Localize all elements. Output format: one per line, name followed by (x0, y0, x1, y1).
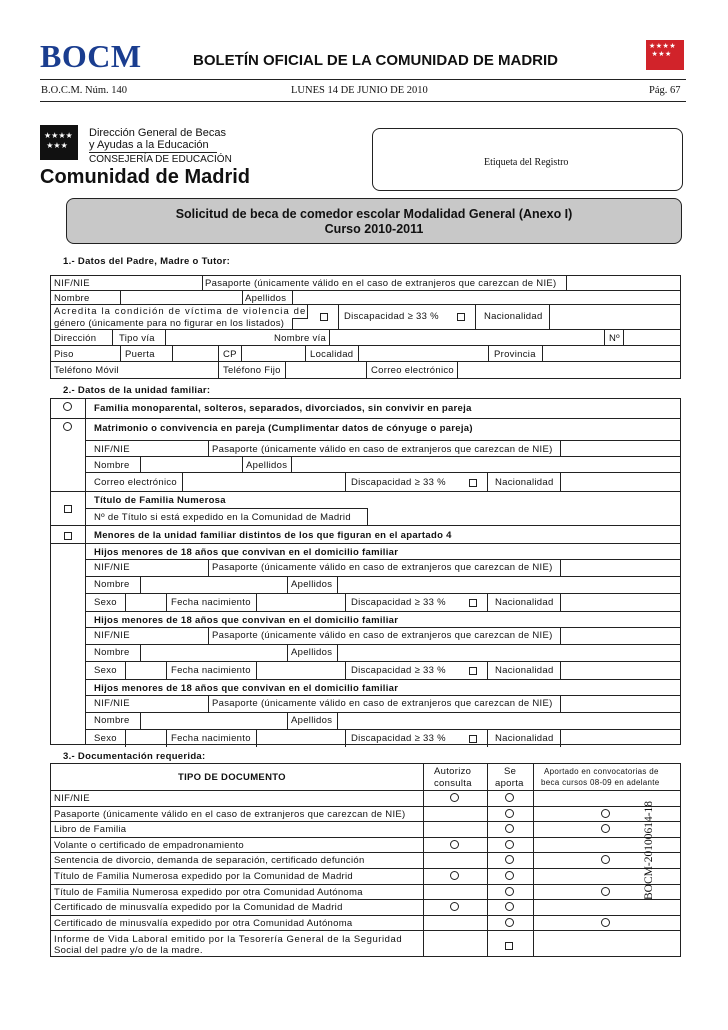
issue-number: B.O.C.M. Núm. 140 (41, 85, 128, 96)
s2-child3-nacionalidad-label: Nacionalidad (495, 733, 554, 744)
s2-spouse-correo-label: Correo electrónico (94, 477, 178, 488)
comunidad-madrid-emblem: ★★★★ ★★★ (40, 125, 78, 160)
s3-doc-row-6: Título de Familia Numerosa expedido por la Comunidad de Madrid (54, 871, 353, 882)
form-title-line2: Curso 2010-2011 (324, 222, 424, 236)
s3-row8-aporta-radio[interactable] (505, 902, 514, 911)
s2-spouse-correo-input[interactable] (183, 473, 344, 490)
s2-child2-sexo-input[interactable] (126, 662, 165, 678)
s2-child2-nacionalidad-label: Nacionalidad (495, 665, 554, 676)
s2-child2-apellidos-label: Apellidos (291, 647, 333, 658)
s2-num-titulo-input[interactable] (368, 509, 680, 524)
s3-doc-row-7: Título de Familia Numerosa expedido por otra Comunidad Autónoma (54, 887, 363, 898)
s3-doc-row-3: Libro de Familia (54, 824, 127, 835)
issue-date: LUNES 14 DE JUNIO DE 2010 (291, 85, 428, 96)
s2-familia-numerosa-checkbox[interactable] (64, 505, 72, 513)
s2-child1-apellidos-label: Apellidos (291, 579, 333, 590)
s3-row5-aporta-radio[interactable] (505, 855, 514, 864)
s2-spouse-nif-input[interactable] (140, 441, 206, 455)
s2-child2-discapacidad-checkbox[interactable] (469, 667, 477, 675)
s1-numero-label: Nº (609, 333, 620, 344)
s2-child3-discapacidad-checkbox[interactable] (469, 735, 477, 743)
s1-discapacidad-label: Discapacidad ≥ 33 % (344, 311, 439, 322)
s1-tipo-via-label: Tipo vía (119, 333, 155, 344)
s3-doc-row-5: Sentencia de divorcio, demanda de separación, certificado defunción (54, 855, 365, 866)
s2-child3-nacionalidad-input[interactable] (561, 730, 680, 746)
s3-row6-autorizo-radio[interactable] (450, 871, 459, 880)
s2-child1-sexo-label: Sexo (94, 597, 117, 608)
s2-titulo-fn-label: Título de Familia Numerosa (94, 495, 226, 506)
s3-row8-autorizo-radio[interactable] (450, 902, 459, 911)
s2-matrimonio-radio[interactable] (63, 422, 72, 431)
s1-localidad-label: Localidad (310, 349, 354, 360)
s1-nacionalidad-input[interactable] (550, 305, 680, 328)
bulletin-title: BOLETÍN OFICIAL DE LA COMUNIDAD DE MADRID (193, 52, 558, 69)
s1-nombre-via-input[interactable] (330, 330, 603, 344)
s2-child3-fecha-label: Fecha nacimiento (171, 733, 251, 744)
s2-child2-discapacidad-label: Discapacidad ≥ 33 % (351, 665, 446, 676)
s1-correo-label: Correo electrónico (371, 365, 455, 376)
section1-heading: 1.- Datos del Padre, Madre o Tutor: (63, 256, 231, 267)
s3-row2-aporta-radio[interactable] (505, 809, 514, 818)
dg-becas-line2: y Ayudas a la Educación (89, 139, 209, 151)
s2-spouse-apellidos-input[interactable] (292, 457, 680, 471)
s2-child1-nif-label: NIF/NIE (94, 562, 130, 573)
s2-spouse-nombre-input[interactable] (141, 457, 241, 471)
s1-provincia-input[interactable] (543, 346, 680, 360)
s3-row7-aporta-radio[interactable] (505, 887, 514, 896)
s2-child2-passport-label: Pasaporte (únicamente válido en caso de extranjeros que carezcan de NIE) (212, 630, 553, 641)
s2-spouse-discapacidad-label: Discapacidad ≥ 33 % (351, 477, 446, 488)
dg-becas-line1: Dirección General de Becas (89, 127, 226, 139)
s2-spouse-nacionalidad-label: Nacionalidad (495, 477, 554, 488)
s2-spouse-nif-label: NIF/NIE (94, 444, 130, 455)
s2-monoparental-label: Familia monoparental, solteros, separados, divorciados, sin convivir en pareja (94, 403, 472, 414)
bocm-logo: BOCM (40, 38, 142, 74)
s2-child2-nombre-label: Nombre (94, 647, 130, 658)
s1-localidad-input[interactable] (359, 346, 487, 360)
s2-child1-heading: Hijos menores de 18 años que convivan en el domicilio familiar (94, 547, 399, 558)
s2-child1-discapacidad-checkbox[interactable] (469, 599, 477, 607)
s3-row4-autorizo-radio[interactable] (450, 840, 459, 849)
s1-nif-label: NIF/NIE (54, 278, 90, 289)
section2-heading: 2.- Datos de la unidad familiar: (63, 385, 211, 396)
s3-doc-row-2: Pasaporte (únicamente válido en el caso de extranjeros que carezcan de NIE) (54, 809, 406, 820)
s2-child1-fecha-input[interactable] (257, 594, 344, 610)
s2-child2-nacionalidad-input[interactable] (561, 662, 680, 678)
s1-discapacidad-checkbox[interactable] (457, 313, 465, 321)
s2-child3-sexo-input[interactable] (126, 730, 165, 746)
s1-numero-input[interactable] (624, 330, 680, 344)
s3-col-autorizo-1: Autorizo (434, 766, 472, 777)
s3-row3-aportado-radio[interactable] (601, 824, 610, 833)
s1-nacionalidad-label: Nacionalidad (484, 311, 543, 322)
side-document-code: BOCM-20100614-18 (643, 800, 655, 900)
consejeria-label: CONSEJERÍA DE EDUCACIÓN (89, 154, 232, 165)
s3-doc-row-1: NIF/NIE (54, 793, 90, 804)
s1-apellidos-input[interactable] (293, 291, 680, 303)
s1-apellidos-label: Apellidos (245, 293, 287, 304)
s3-col-aporta-2: aporta (495, 778, 524, 789)
s2-child2-heading: Hijos menores de 18 años que convivan en el domicilio familiar (94, 615, 399, 626)
s1-passport-label: Pasaporte (únicamente válido en el caso de extranjeros que carezcan de NIE) (205, 278, 557, 289)
s2-child2-nombre-input[interactable] (141, 645, 286, 660)
s3-doc-row-9: Certificado de minusvalía expedido por otra Comunidad Autónoma (54, 918, 353, 929)
madrid-flag-logo: ★★★★ ★★★ (646, 40, 684, 70)
s2-matrimonio-label: Matrimonio o convivencia en pareja (Cumplimentar datos de cónyuge o pareja) (94, 423, 473, 434)
s3-col-aportado-2: beca cursos 08-09 en adelante (541, 778, 660, 787)
s2-child1-nif-input[interactable] (140, 560, 206, 575)
s1-passport-input[interactable] (567, 276, 680, 289)
s2-child1-apellidos-input[interactable] (338, 577, 680, 592)
s2-child2-fecha-label: Fecha nacimiento (171, 665, 251, 676)
s1-provincia-label: Provincia (494, 349, 536, 360)
comunidad-madrid-name: Comunidad de Madrid (40, 166, 250, 188)
s1-nombre-label: Nombre (54, 293, 90, 304)
form-title-box (66, 198, 682, 244)
institution-rule (89, 152, 217, 153)
s2-child3-fecha-input[interactable] (257, 730, 344, 746)
s2-child1-nombre-label: Nombre (94, 579, 130, 590)
s1-cp-label: CP (223, 349, 237, 360)
s2-monoparental-radio[interactable] (63, 402, 72, 411)
s2-child3-nombre-label: Nombre (94, 715, 130, 726)
registry-label: Etiqueta del Registro (484, 157, 569, 168)
s1-tipo-via-input[interactable] (166, 330, 266, 344)
header-rule-top (40, 79, 686, 80)
s3-col-aporta-1: Se (504, 766, 517, 777)
s1-nif-input[interactable] (100, 276, 200, 289)
s2-menores-label: Menores de la unidad familiar distintos de los que figuran en el apartado 4 (94, 530, 452, 541)
s3-row4-aporta-radio[interactable] (505, 840, 514, 849)
s2-child2-apellidos-input[interactable] (338, 645, 680, 660)
s3-last-row-line1: Informe de Vida Laboral emitido por la Tesorería General de la Seguridad (54, 934, 403, 945)
s1-tel-movil-label: Teléfono Móvil (54, 365, 119, 376)
s1-nombre-via-label: Nombre vía (274, 333, 327, 344)
s2-menores-checkbox[interactable] (64, 532, 72, 540)
s2-child3-nif-label: NIF/NIE (94, 698, 130, 709)
page-number: Pág. 67 (649, 85, 681, 96)
s2-child3-passport-label: Pasaporte (únicamente válido en caso de extranjeros que carezcan de NIE) (212, 698, 553, 709)
form-title-line1: Solicitud de beca de comedor escolar Modalidad General (Anexo I) (175, 207, 573, 221)
s2-spouse-apellidos-label: Apellidos (246, 460, 288, 471)
s2-child1-nacionalidad-input[interactable] (561, 594, 680, 610)
s1-piso-label: Piso (54, 349, 74, 360)
s1-nombre-input[interactable] (121, 291, 241, 303)
s2-child1-nacionalidad-label: Nacionalidad (495, 597, 554, 608)
s3-col-tipo: TIPO DE DOCUMENTO (178, 772, 286, 783)
s2-spouse-passport-label: Pasaporte (únicamente válido en caso de extranjeros que carezcan de NIE) (212, 444, 553, 455)
s3-row6-aporta-radio[interactable] (505, 871, 514, 880)
s3-doc-row-4: Volante o certificado de empadronamiento (54, 840, 244, 851)
s3-col-autorizo-2: consulta (434, 778, 472, 789)
s1-direccion-label: Dirección (54, 333, 97, 344)
s2-spouse-nombre-label: Nombre (94, 460, 130, 471)
s3-doc-row-8: Certificado de minusvalía expedido por la Comunidad de Madrid (54, 902, 343, 913)
s1-violencia-line1: Acredita la condición de víctima de violencia de (54, 306, 307, 317)
s2-child3-apellidos-input[interactable] (338, 713, 680, 728)
s1-violencia-checkbox[interactable] (320, 313, 328, 321)
s2-child3-discapacidad-label: Discapacidad ≥ 33 % (351, 733, 446, 744)
s1-violencia-line2: género (únicamente para no figurar en los listados) (54, 318, 285, 329)
s3-vida-laboral-aporta-checkbox[interactable] (505, 942, 513, 950)
s3-row9-aportado-radio[interactable] (601, 918, 610, 927)
s2-child1-fecha-label: Fecha nacimiento (171, 597, 251, 608)
s2-child3-heading: Hijos menores de 18 años que convivan en el domicilio familiar (94, 683, 399, 694)
section3-heading: 3.- Documentación requerida: (63, 751, 206, 762)
s2-child2-fecha-input[interactable] (257, 662, 344, 678)
s1-tel-fijo-label: Teléfono Fijo (223, 365, 281, 376)
s2-child1-passport-label: Pasaporte (únicamente válido en caso de extranjeros que carezcan de NIE) (212, 562, 553, 573)
s2-child2-sexo-label: Sexo (94, 665, 117, 676)
s3-row5-aportado-radio[interactable] (601, 855, 610, 864)
s3-last-row-line2: Social del padre y/o de la madre. (54, 945, 203, 956)
header-rule-bottom (40, 101, 686, 102)
s3-row9-aporta-radio[interactable] (505, 918, 514, 927)
s3-row7-aportado-radio[interactable] (601, 887, 610, 896)
s2-num-titulo-label: Nº de Título si está expedido en la Comunidad de Madrid (94, 512, 351, 523)
s1-correo-input[interactable] (458, 362, 680, 378)
s3-row3-aporta-radio[interactable] (505, 824, 514, 833)
s2-child1-sexo-input[interactable] (126, 594, 165, 610)
s2-child3-sexo-label: Sexo (94, 733, 117, 744)
s3-row1-autorizo-radio[interactable] (450, 793, 459, 802)
s2-child1-nombre-input[interactable] (141, 577, 286, 592)
s2-child3-nif-input[interactable] (140, 696, 206, 711)
s3-row2-aportado-radio[interactable] (601, 809, 610, 818)
s2-child1-discapacidad-label: Discapacidad ≥ 33 % (351, 597, 446, 608)
s2-child3-nombre-input[interactable] (141, 713, 286, 728)
s3-row1-aporta-radio[interactable] (505, 793, 514, 802)
s3-col-aportado-1: Aportado en convocatorias de (544, 767, 659, 776)
s2-child2-nif-label: NIF/NIE (94, 630, 130, 641)
s2-child3-apellidos-label: Apellidos (291, 715, 333, 726)
s2-child2-nif-input[interactable] (140, 628, 206, 643)
s1-puerta-label: Puerta (125, 349, 155, 360)
s2-spouse-discapacidad-checkbox[interactable] (469, 479, 477, 487)
